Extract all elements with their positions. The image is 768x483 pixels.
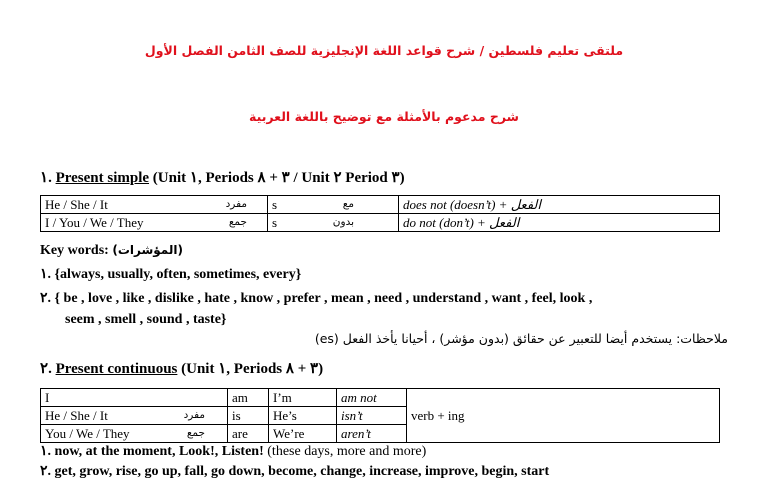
section1-note: ملاحظات: يستخدم أيضا للتعبير عن حقائق (بدون مؤشر) ، أحيانا يأخذ الفعل (es) (314, 331, 728, 346)
section1-number: ١. (40, 170, 52, 186)
be-cell: are (228, 425, 269, 443)
subject-ar-text: جمع (228, 216, 247, 228)
s-ar-text: مع (342, 198, 354, 210)
section2-keywords-bold: ١. now, at the moment, Look!, Listen! (40, 444, 264, 459)
subject-cell (41, 196, 268, 214)
negative-cell: does not (doesn’t) + الفعل (399, 196, 720, 214)
section2-number: ٢. (40, 361, 52, 377)
short-form-cell: He’s (269, 407, 337, 425)
section1-name: Present simple (55, 170, 150, 186)
subject-text: I / You / We / They (45, 215, 144, 230)
document-subtitle: شرح مدعوم بالأمثلة مع توضيح باللغة العربية (249, 109, 519, 124)
section2-name: Present continuous (55, 361, 178, 377)
subject-text: He / She / It (45, 197, 108, 212)
s-ar-text: بدون (332, 216, 354, 228)
document-title: ملتقى تعليم فلسطين / شرح قواعد اللغة الإنجليزية للصف الثامن الفصل الأول (144, 43, 624, 58)
section1-units: (Unit ١, Periods ٣ + ٨ / Unit ٢ Period ٣) (152, 170, 405, 186)
keywords-ar-label: (المؤشرات) (112, 243, 183, 257)
verb-ing-cell: verb + ing (407, 389, 720, 443)
subject-cell (41, 407, 228, 425)
present-continuous-table (40, 388, 720, 443)
subject-text: You / We / They (45, 426, 130, 441)
subject-cell (41, 214, 268, 232)
section1-heading (40, 168, 405, 187)
short-form-cell: I’m (269, 389, 337, 407)
subject-ar-text: مفرد (225, 198, 247, 210)
section2-units: (Unit ١, Periods ٣ + ٨) (181, 361, 324, 377)
keywords-label: Key words: (40, 243, 109, 258)
subject-ar-text: جمع (186, 427, 205, 439)
be-cell: is (228, 407, 269, 425)
s-text: s (272, 197, 278, 212)
negative-cell: aren’t (337, 425, 407, 443)
table-row (41, 389, 720, 407)
negative-cell: isn’t (337, 407, 407, 425)
keywords-heading (40, 243, 183, 259)
be-cell: am (228, 389, 269, 407)
subject-cell (41, 425, 228, 443)
table-row (41, 214, 720, 232)
short-form-cell: We’re (269, 425, 337, 443)
s-text: s (272, 215, 278, 230)
keywords-line-2-cont: seem , smell , sound , taste} (65, 312, 227, 327)
section2-keywords-line-2: ٢. get, grow, rise, go up, fall, go down, become, change, increase, improve, begin, start (40, 464, 550, 479)
subject-text: I (45, 390, 50, 405)
section2-keywords-normal: (these days, more and more) (267, 444, 427, 459)
keywords-line-1: ١. {always, usually, often, sometimes, every} (40, 267, 302, 282)
section2-heading (40, 359, 323, 378)
negative-cell: am not (337, 389, 407, 407)
negative-cell: do not (don’t) + الفعل (399, 214, 720, 232)
present-simple-table (40, 195, 720, 232)
subject-ar-text: مفرد (183, 409, 205, 421)
subject-cell (41, 389, 228, 407)
section2-keywords-line-1 (40, 443, 426, 460)
s-cell (268, 214, 399, 232)
keywords-line-2: ٢. { be , love , like , dislike , hate , know , prefer , mean , need , understand , want , feel, look , (40, 291, 593, 306)
subject-text: He / She / It (45, 408, 108, 423)
table-row (41, 196, 720, 214)
s-cell (268, 196, 399, 214)
